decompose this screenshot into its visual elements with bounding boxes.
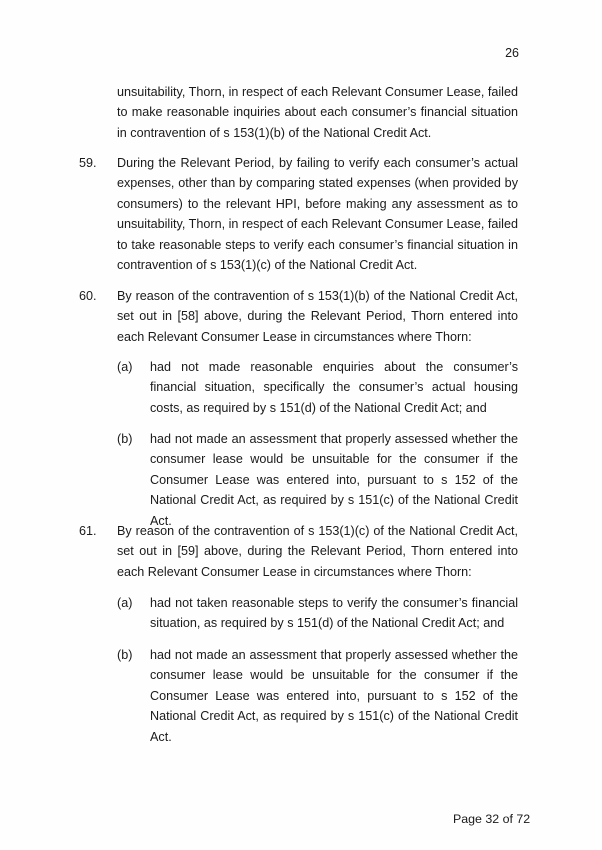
paragraph-number: 60. bbox=[79, 289, 97, 303]
subparagraph-text: had not made an assessment that properly assessed whether the consumer lease would be unsuitable for the consumer if the Consumer Lease was entered into, pursuant to s 152 of the National Credit Act, as required by s 151(c) of the National Credit Act. bbox=[150, 432, 518, 528]
continuation-text: unsuitability, Thorn, in respect of each Relevant Consumer Lease, failed to make reasonable inquiries about each consumer’s financial situation in contravention of s 153(1)(b) of the National Credit Act. bbox=[117, 85, 518, 140]
subparagraph-text: had not made an assessment that properly assessed whether the consumer lease would be unsuitable for the consumer if the Consumer Lease was entered into, pursuant to s 152 of the National Credit Act, as required by s 151(c) of the National Credit Act. bbox=[150, 648, 518, 744]
paragraph-text: By reason of the contravention of s 153(1)(c) of the National Credit Act, set out in [59] above, during the Relevant Period, Thorn entered into each Relevant Consumer Lease in circumstances where Thorn: bbox=[117, 524, 518, 579]
subparagraph-label: (a) bbox=[117, 596, 133, 610]
paragraph-text: By reason of the contravention of s 153(1)(b) of the National Credit Act, set out in [58] above, during the Relevant Period, Thorn entered into each Relevant Consumer Lease in circumstances where Thorn: bbox=[117, 289, 518, 344]
subparagraph-label: (a) bbox=[117, 360, 133, 374]
subparagraph-text: had not taken reasonable steps to verify the consumer’s financial situation, as required by s 151(d) of the National Credit Act; and bbox=[150, 596, 518, 631]
paragraph-text: During the Relevant Period, by failing to verify each consumer’s actual expenses, other than by comparing stated expenses (when provided by consumers) to the relevant HPI, before making any assessment as to unsuitability, Thorn, in respect of each Relevant Consumer Lease, failed to take reasonable steps to verify each consumer’s financial situation in contravention of s 153(1)(c) of the National Credit Act. bbox=[117, 156, 518, 273]
paragraph-number: 59. bbox=[79, 156, 97, 170]
page-footer: Page 32 of 72 bbox=[453, 812, 531, 826]
paragraph-number: 61. bbox=[79, 524, 97, 538]
subparagraph-text: had not made reasonable enquiries about the consumer’s financial situation, specifically the consumer’s actual housing costs, as required by s 151(d) of the National Credit Act; and bbox=[150, 360, 518, 415]
subparagraph-label: (b) bbox=[117, 648, 133, 662]
page-number-top: 26 bbox=[505, 46, 519, 60]
subparagraph-label: (b) bbox=[117, 432, 133, 446]
